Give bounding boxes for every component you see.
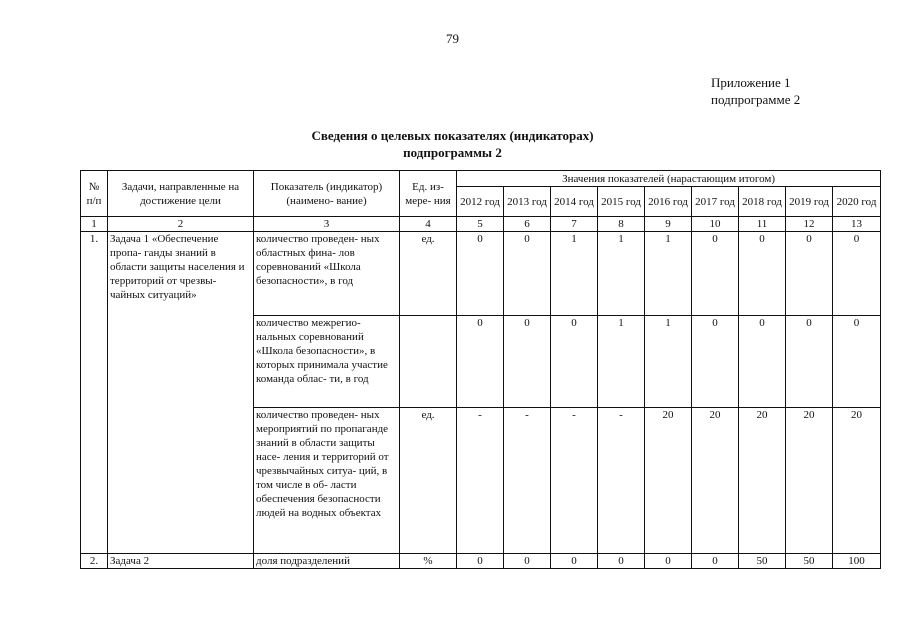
column-number-row	[81, 217, 881, 232]
row-value: 0	[739, 232, 786, 316]
appendix-line-2: подпрограмме 2	[711, 92, 801, 107]
row-indicator: количество межрегио- нальных соревнований «Школа безопасности», в которых принимала участие команда облас- ти, в год	[254, 316, 400, 408]
row-value: 0	[504, 232, 551, 316]
appendix-label	[711, 74, 800, 108]
row-indicator: количество проведен- ных мероприятий по пропаганде знаний в области защиты насе- ления и территорий от чрезвычайных ситуа- ций, в том числе в об- ласти обеспечения безопасности людей на водных объектах	[254, 408, 400, 554]
row-task: Задача 1 «Обеспечение пропа- ганды знаний в области защиты населения и территорий от чрезвы- чайных ситуаций»	[108, 232, 254, 554]
row-value: 20	[692, 408, 739, 554]
header-year: 2013 год	[504, 187, 551, 217]
row-value: 50	[786, 554, 833, 569]
header-year: 2012 год	[457, 187, 504, 217]
row-value: 20	[786, 408, 833, 554]
column-number: 3	[254, 217, 400, 232]
row-value: 20	[645, 408, 692, 554]
title-line-2: подпрограммы 2	[403, 145, 502, 160]
row-value: 0	[457, 232, 504, 316]
row-value: -	[504, 408, 551, 554]
row-unit: ед.	[400, 408, 457, 554]
row-value: 0	[551, 316, 598, 408]
row-value: 100	[833, 554, 881, 569]
header-num: № п/п	[81, 171, 108, 217]
table-row	[81, 554, 881, 569]
row-value: 0	[457, 554, 504, 569]
row-value: 20	[833, 408, 881, 554]
row-num: 1.	[81, 232, 108, 554]
column-number: 13	[833, 217, 881, 232]
row-indicator: количество проведен- ных областных фина- лов соревнований «Школа безопасности», в год	[254, 232, 400, 316]
header-year: 2020 год	[833, 187, 881, 217]
row-value: 0	[786, 232, 833, 316]
indicators-table	[80, 170, 881, 569]
row-value: 0	[739, 316, 786, 408]
row-value: 0	[457, 316, 504, 408]
row-value: 1	[598, 316, 645, 408]
column-number: 11	[739, 217, 786, 232]
column-number: 5	[457, 217, 504, 232]
column-number: 12	[786, 217, 833, 232]
row-value: -	[598, 408, 645, 554]
column-number: 6	[504, 217, 551, 232]
title-line-1: Сведения о целевых показателях (индикаторах)	[311, 128, 594, 143]
header-year: 2018 год	[739, 187, 786, 217]
row-value: 0	[833, 316, 881, 408]
row-value: -	[457, 408, 504, 554]
column-number: 7	[551, 217, 598, 232]
row-value: 0	[551, 554, 598, 569]
column-number: 9	[645, 217, 692, 232]
column-number: 4	[400, 217, 457, 232]
column-number: 10	[692, 217, 739, 232]
table-row	[81, 232, 881, 316]
row-unit	[400, 316, 457, 408]
column-number: 2	[108, 217, 254, 232]
row-indicator: доля подразделений	[254, 554, 400, 569]
row-unit: ед.	[400, 232, 457, 316]
row-value: 0	[692, 232, 739, 316]
row-value: 0	[504, 554, 551, 569]
row-value: 0	[504, 316, 551, 408]
header-year: 2016 год	[645, 187, 692, 217]
header-values-group: Значения показателей (нарастающим итогом)	[457, 171, 881, 187]
row-value: -	[551, 408, 598, 554]
row-value: 50	[739, 554, 786, 569]
header-task: Задачи, направленные на достижение цели	[108, 171, 254, 217]
row-unit: %	[400, 554, 457, 569]
document-title	[0, 127, 905, 161]
appendix-line-1: Приложение 1	[711, 75, 791, 90]
header-indicator: Показатель (индикатор) (наимено- вание)	[254, 171, 400, 217]
header-year: 2017 год	[692, 187, 739, 217]
row-value: 1	[645, 232, 692, 316]
row-value: 0	[786, 316, 833, 408]
header-unit: Ед. из- мере- ния	[400, 171, 457, 217]
row-task: Задача 2	[108, 554, 254, 569]
row-value: 0	[692, 316, 739, 408]
row-value: 1	[645, 316, 692, 408]
row-value: 0	[833, 232, 881, 316]
header-year: 2014 год	[551, 187, 598, 217]
row-value: 20	[739, 408, 786, 554]
column-number: 1	[81, 217, 108, 232]
row-value: 0	[645, 554, 692, 569]
row-num: 2.	[81, 554, 108, 569]
page-number: 79	[446, 31, 459, 46]
row-value: 0	[598, 554, 645, 569]
header-year: 2019 год	[786, 187, 833, 217]
row-value: 1	[598, 232, 645, 316]
column-number: 8	[598, 217, 645, 232]
row-value: 0	[692, 554, 739, 569]
row-value: 1	[551, 232, 598, 316]
header-year: 2015 год	[598, 187, 645, 217]
